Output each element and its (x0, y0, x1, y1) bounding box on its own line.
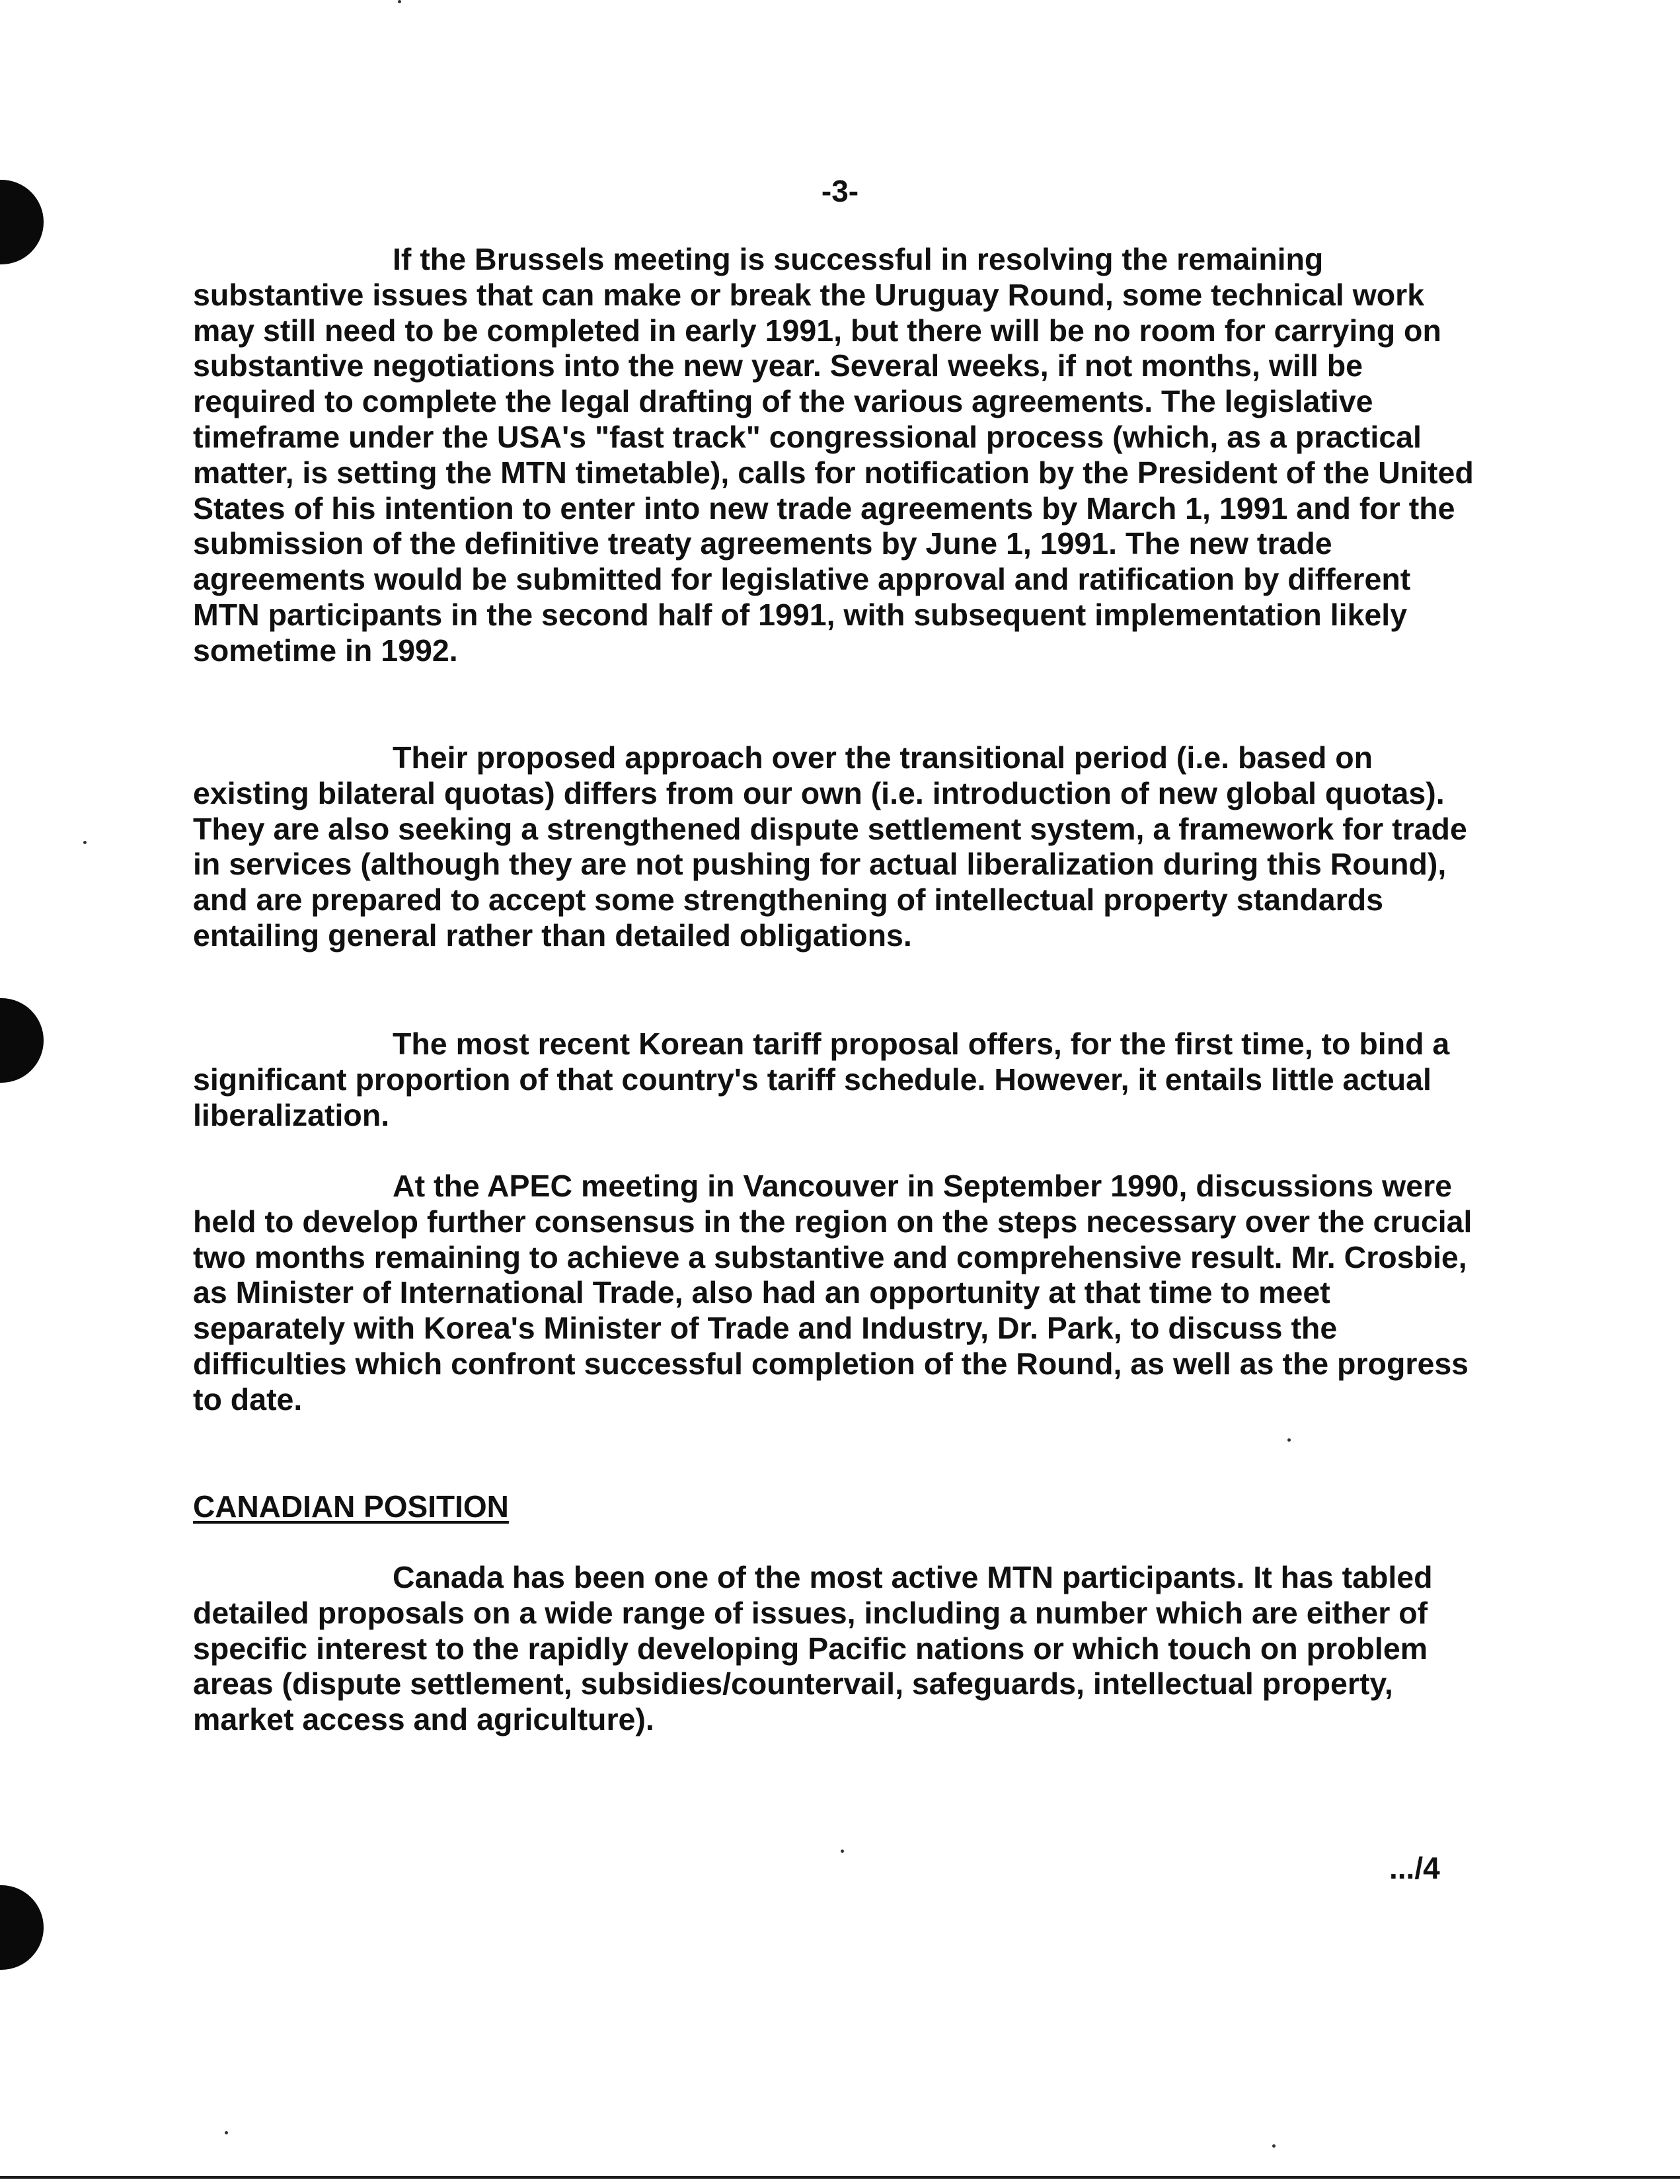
binder-hole-middle (0, 998, 44, 1083)
paragraph-text: Canada has been one of the most active MTN participants. It has tabled detailed proposals on a wide range of issues, including a number which are either of specific interest to the rapidly developing Pacific nations or which touch on problem areas (dispute settlement, subsidies/countervail, safeguards, intellectual property, market access and agriculture). (193, 1560, 1433, 1737)
paragraph-text: Their proposed approach over the transitional period (i.e. based on existing bilateral quotas) differs from our own (i.e. introduction of new global quotas). They are also seeking a strengthened dispute settlement system, a framework for trade in services (although they are not pushing for actual liberalization during this Round), and are prepared to accept some strengthening of intellectual property standards entailing general rather than detailed obligations. (193, 740, 1467, 953)
section-heading: CANADIAN POSITION (193, 1489, 509, 1524)
page-number: -3- (821, 174, 859, 208)
binder-hole-bottom (0, 1885, 44, 1970)
paragraph-transitional-approach (193, 740, 1482, 954)
scan-speck (225, 2131, 228, 2134)
paragraph-canadian-position (193, 1560, 1482, 1738)
paragraph-text: The most recent Korean tariff proposal offers, for the first time, to bind a significant proportion of that country's tariff schedule. However, it entails little actual liberalization. (193, 1027, 1450, 1132)
scan-speck (83, 841, 87, 844)
paragraph-apec-meeting (193, 1169, 1482, 1418)
scan-speck (1287, 1438, 1291, 1442)
page-bottom-edge (0, 2176, 1680, 2179)
scan-speck (841, 1850, 844, 1853)
paragraph-text: If the Brussels meeting is successful in resolving the remaining substantive issues that can make or break the Uruguay Round, some technical work may still need to be completed in early 1991, but there will be no room for carrying on substantive negotiations into the new year. Several weeks, if not months, will be required to complete the legal drafting of the various agreements. The legislative timeframe under the USA's "fast track" congressional process (which, as a practical matter, is setting the MTN timetable), calls for notification by the President of the United States of his intention to enter into new trade agreements by March 1, 1991 and for the submission of the definitive treaty agreements by June 1, 1991. The new trade agreements would be submitted for legislative approval and ratification by different MTN participants in the second half of 1991, with subsequent implementation likely sometime in 1992. (193, 242, 1474, 668)
paragraph-text: At the APEC meeting in Vancouver in September 1990, discussions were held to develop further consensus in the region on the steps necessary over the crucial two months remaining to achieve a substantive and comprehensive result. Mr. Crosbie, as Minister of International Trade, also had an opportunity at that time to meet separately with Korea's Minister of Trade and Industry, Dr. Park, to discuss the difficulties which confront successful completion of the Round, as well as the progress to date. (193, 1169, 1472, 1417)
scan-speck (1272, 2144, 1276, 2148)
paragraph-brussels-meeting (193, 242, 1482, 669)
paragraph-korean-tariff (193, 1027, 1482, 1133)
continuation-marker: .../4 (1389, 1851, 1440, 1885)
scan-speck (398, 0, 401, 3)
